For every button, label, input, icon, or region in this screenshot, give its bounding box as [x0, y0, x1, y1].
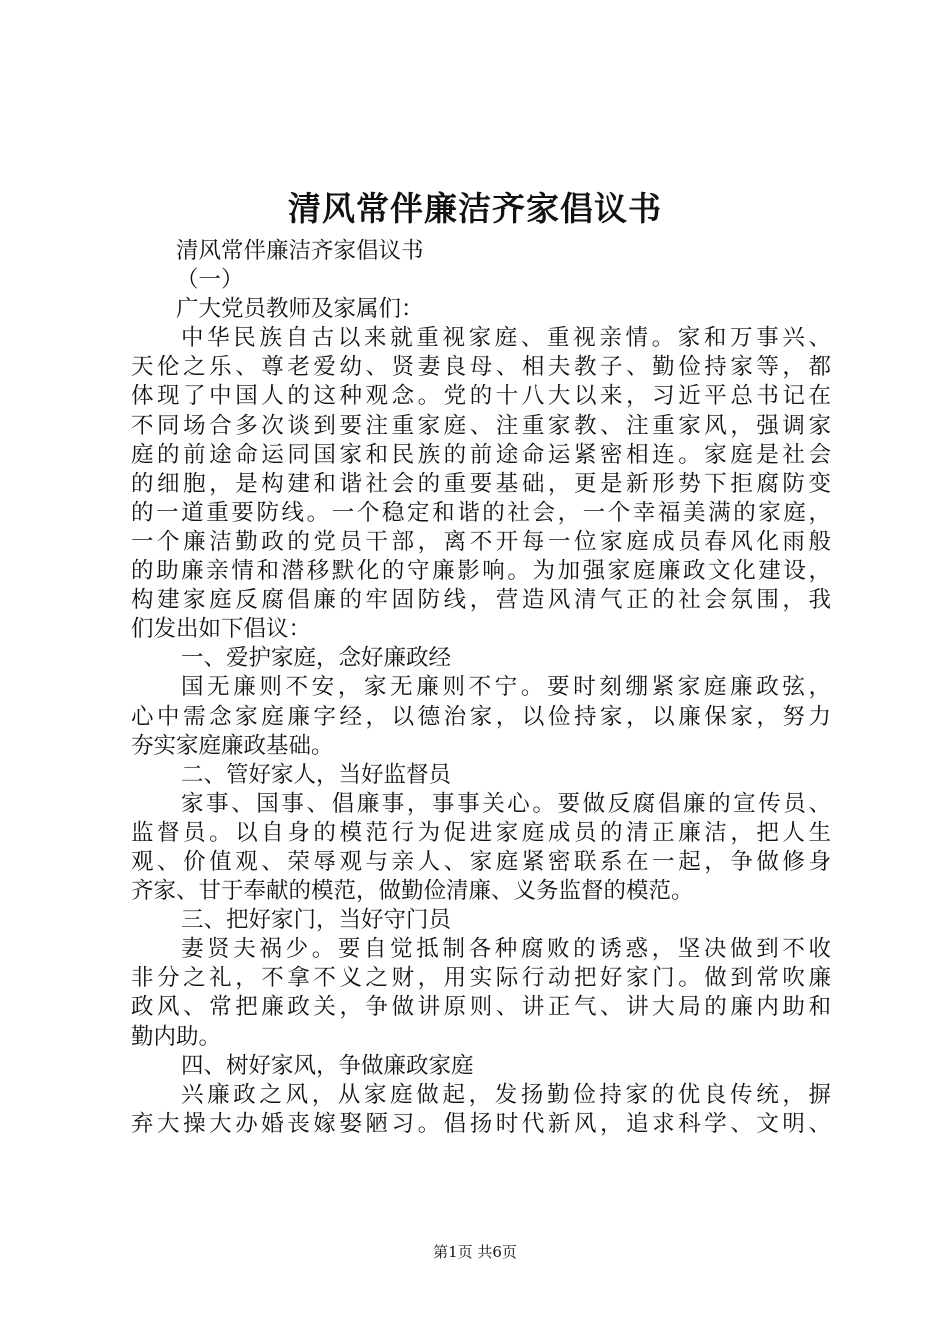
body-line: 夯实家庭廉政基础。	[131, 732, 334, 759]
body-line: 观、价值观、荣辱观与亲人、家庭紧密联系在一起，争做修身	[131, 848, 831, 875]
body-line: 三、把好家门，当好守门员	[181, 907, 452, 934]
body-line: 不同场合多次谈到要注重家庭、注重家教、注重家风，强调家	[131, 412, 831, 439]
body-line: 中华民族自古以来就重视家庭、重视亲情。家和万事兴、	[181, 325, 831, 352]
body-line: （一）	[176, 267, 244, 294]
body-line: 弃大操大办婚丧嫁娶陋习。倡扬时代新风，追求科学、文明、	[131, 1110, 831, 1137]
body-line: 的一道重要防线。一个稳定和谐的社会，一个幸福美满的家庭，	[131, 499, 831, 526]
body-line: 兴廉政之风，从家庭做起，发扬勤俭持家的优良传统，摒	[181, 1081, 831, 1108]
body-line: 庭的前途命运同国家和民族的前途命运紧密相连。家庭是社会	[131, 441, 831, 468]
body-line: 体现了中国人的这种观念。党的十八大以来，习近平总书记在	[131, 383, 831, 410]
body-line: 妻贤夫祸少。要自觉抵制各种腐败的诱惑，坚决做到不收	[181, 936, 831, 963]
body-line: 天伦之乐、尊老爱幼、贤妻良母、相夫教子、勤俭持家等，都	[131, 354, 831, 381]
body-line: 的助廉亲情和潜移默化的守廉影响。为加强家庭廉政文化建设，	[131, 558, 831, 585]
body-line: 二、管好家人，当好监督员	[181, 761, 452, 788]
body-line: 清风常伴廉洁齐家倡议书	[176, 238, 424, 264]
body-line: 家事、国事、倡廉事，事事关心。要做反腐倡廉的宣传员、	[181, 790, 831, 817]
body-line: 四、树好家风，争做廉政家庭	[181, 1052, 474, 1079]
body-line: 监督员。以自身的模范行为促进家庭成员的清正廉洁，把人生	[131, 819, 831, 846]
body-line: 的细胞，是构建和谐社会的重要基础，更是新形势下拒腐防变	[131, 470, 831, 497]
body-line: 勤内助。	[131, 1023, 222, 1050]
body-line: 广大党员教师及家属们：	[176, 296, 424, 323]
page-footer: 第1页 共6页	[433, 1243, 517, 1261]
body-line: 国无廉则不安，家无廉则不宁。要时刻绷紧家庭廉政弦，	[181, 674, 831, 701]
document-body	[131, 237, 831, 1139]
body-line: 心中需念家庭廉字经，以德治家，以俭持家，以廉保家，努力	[131, 703, 831, 730]
body-line: 们发出如下倡议：	[131, 616, 312, 643]
body-line: 一个廉洁勤政的党员干部，离不开每一位家庭成员春风化雨般	[131, 528, 831, 555]
body-line: 一、爱护家庭，念好廉政经	[181, 645, 452, 672]
body-line: 齐家、甘于奉献的模范，做勤俭清廉、义务监督的模范。	[131, 878, 694, 905]
body-line: 构建家庭反腐倡廉的牢固防线，营造风清气正的社会氛围，我	[131, 587, 831, 614]
document-title: 清风常伴廉洁齐家倡议书	[288, 189, 662, 228]
body-line: 非分之礼，不拿不义之财，用实际行动把好家门。做到常吹廉	[131, 965, 831, 992]
body-line: 政风、常把廉政关，争做讲原则、讲正气、讲大局的廉内助和	[131, 994, 831, 1021]
